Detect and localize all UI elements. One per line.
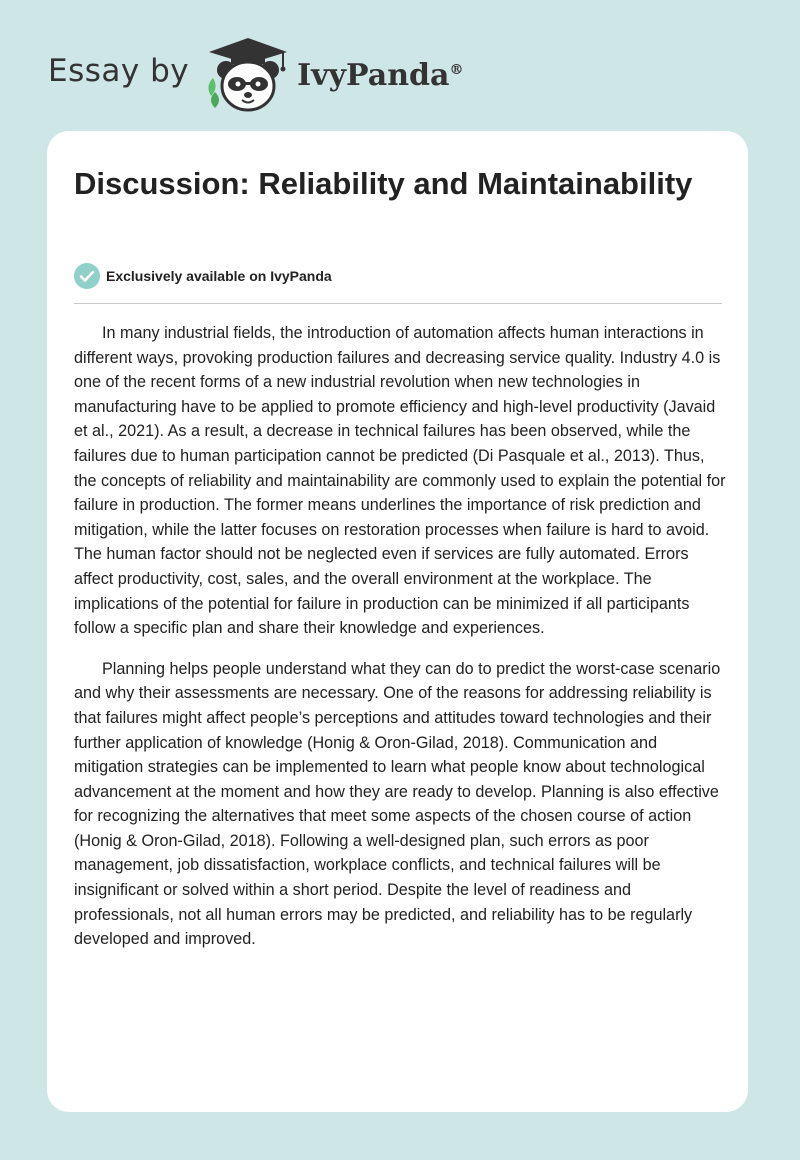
brand-name [297, 58, 463, 93]
registered-mark: ® [449, 61, 464, 78]
brand-prefix: Essay by [48, 53, 190, 89]
brand-name-text: IvyPanda [297, 57, 450, 93]
exclusive-text: Exclusively available on IvyPanda [106, 268, 332, 284]
essay-title: Discussion: Reliability and Maintainability [74, 166, 693, 201]
brand-logo[interactable] [48, 34, 463, 114]
panda-logo-icon [203, 34, 293, 114]
paragraph: In many industrial fields, the introduction of automation affects human interactions in different ways, provoking production failures and decreasing service quality. Industry 4.0 is one of the recent forms of a new industrial revolution when new technologies in manufacturing have to be applied to promote efficiency and high-level productivity (Javaid et al., 2021). As a result, a decrease in technical failures has been observed, while the failures due to human participation cannot be predicted (Di Pasquale et al., 2013). Thus, the concepts of reliability and maintainability are commonly used to explain the potential for failure in production. The former means underlines the importance of risk prediction and mitigation, while the latter focuses on restoration processes when failure is hard to avoid. The human factor should not be neglected even if services are fully automated. Errors affect productivity, cost, sales, and the overall environment at the workplace. The implications of the potential for failure in production can be minimized if all participants follow a specific plan and share their knowledge and experiences. [74, 324, 726, 638]
divider [74, 303, 722, 304]
paragraph: Planning helps people understand what they can do to predict the worst-case scenario and why their assessments are necessary. One of the reasons for addressing reliability is that failures might affect people’s perceptions and attitudes toward technologies and their further application of knowledge (Honig & Oron-Gilad, 2018). Communication and mitigation strategies can be implemented to learn what people know about technological advancement at the moment and how they are ready to develop. Planning is also effective for recognizing the alternatives that meet some aspects of the chosen course of action (Honig & Oron-Gilad, 2018). Following a well-designed plan, such errors as poor management, job dissatisfaction, workplace conflicts, and technical failures will be insignificant or solved within a short period. Despite the level of readiness and professionals, not all human errors may be predicted, and reliability has to be regularly developed and improved. [74, 659, 721, 949]
essay-body [74, 321, 726, 968]
exclusive-badge [74, 263, 332, 289]
check-circle-icon [74, 263, 100, 289]
essay-card [47, 131, 748, 1112]
